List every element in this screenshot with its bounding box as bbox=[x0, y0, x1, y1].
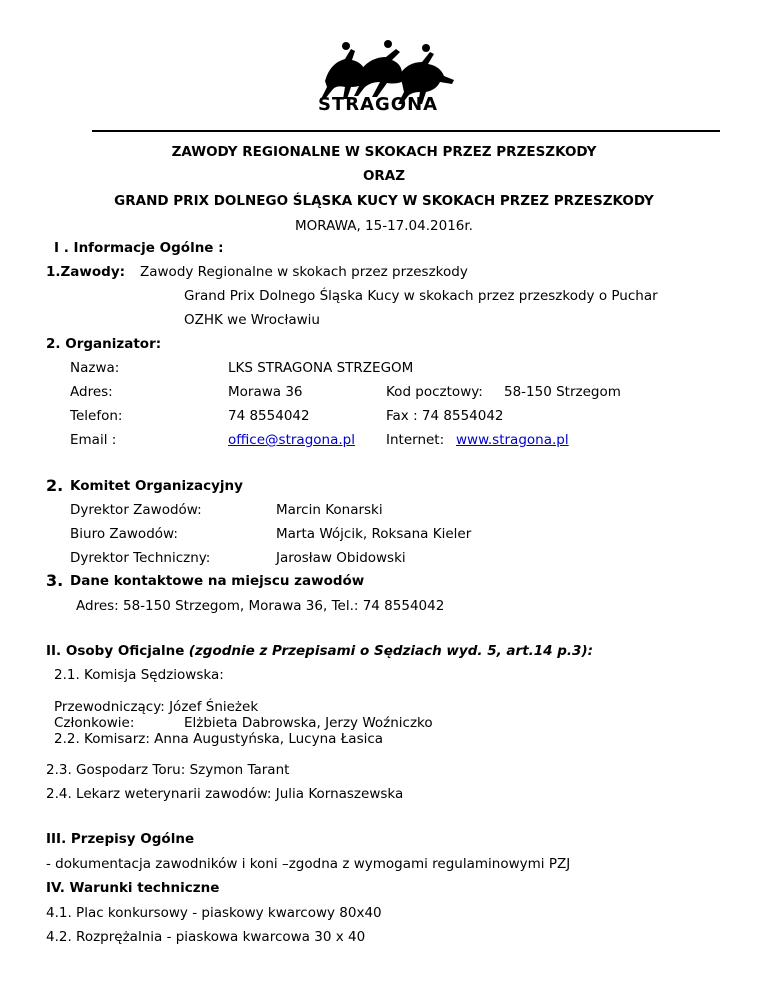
title-line-3: GRAND PRIX DOLNEGO ŚLĄSKA KUCY W SKOKACH PRZEZ PRZESZKODY bbox=[114, 193, 654, 209]
lekarz: 2.4. Lekarz weterynarii zawodów: Julia Kornaszewska bbox=[46, 786, 404, 802]
zawody-line-2: Grand Prix Dolnego Śląska Kucy w skokach przez przeszkody o Puchar bbox=[184, 288, 658, 304]
komisja-heading: 2.1. Komisja Sędziowska: bbox=[54, 667, 224, 683]
czlonkowie-label: Członkowie: bbox=[54, 715, 135, 731]
section-3-line-1: - dokumentacja zawodników i koni –zgodna z wymogami regulaminowymi PZJ bbox=[46, 856, 571, 872]
dyrektor-label: Dyrektor Zawodów: bbox=[70, 502, 202, 518]
telefon-label: Telefon: bbox=[70, 408, 123, 424]
stragona-logo bbox=[300, 36, 470, 116]
fax: Fax : 74 8554042 bbox=[386, 408, 504, 424]
internet-label: Internet: bbox=[386, 432, 445, 448]
komitet-number: 2. bbox=[46, 476, 64, 495]
section-2-heading-row bbox=[46, 643, 593, 659]
zawody-line-3: OZHK we Wrocławiu bbox=[184, 312, 320, 328]
zawody-line-1: Zawody Regionalne w skokach przez przeszkody bbox=[140, 264, 468, 280]
nazwa-value: LKS STRAGONA STRZEGOM bbox=[228, 360, 414, 376]
section-1-heading: I . Informacje Ogólne : bbox=[54, 240, 224, 256]
techniczny-value: Jarosław Obidowski bbox=[276, 550, 406, 566]
organizator-heading: 2. Organizator: bbox=[46, 336, 162, 352]
komitet-heading: Komitet Organizacyjny bbox=[70, 478, 243, 494]
czlonkowie-value: Elżbieta Dabrowska, Jerzy Woźniczko bbox=[184, 715, 433, 731]
section-4-heading: IV. Warunki techniczne bbox=[46, 880, 220, 896]
header-divider bbox=[92, 130, 720, 132]
email-label: Email : bbox=[70, 432, 117, 448]
section-2-note: (zgodnie z Przepisami o Sędziach wyd. 5, art.14 p.3): bbox=[188, 643, 594, 659]
dyrektor-value: Marcin Konarski bbox=[276, 502, 383, 518]
kod-label: Kod pocztowy: bbox=[386, 384, 483, 400]
section-4-line-2: 4.2. Rozprężalnia - piaskowa kwarcowa 30 x 40 bbox=[46, 929, 366, 945]
biuro-label: Biuro Zawodów: bbox=[70, 526, 178, 542]
section-2-heading: II. Osoby Oficjalne bbox=[46, 643, 185, 659]
biuro-value: Marta Wójcik, Roksana Kieler bbox=[276, 526, 472, 542]
kontakt-value: Adres: 58-150 Strzegom, Morawa 36, Tel.: 74 8554042 bbox=[76, 598, 445, 614]
komisarz: 2.2. Komisarz: Anna Augustyńska, Lucyna Łasica bbox=[54, 731, 384, 747]
telefon-value: 74 8554042 bbox=[228, 408, 310, 424]
przewodniczacy: Przewodniczący: Józef Śnieżek bbox=[54, 699, 259, 715]
kontakt-number: 3. bbox=[46, 571, 64, 590]
place-date: MORAWA, 15-17.04.2016r. bbox=[295, 218, 473, 234]
logo-text: STRAGONA bbox=[318, 94, 439, 115]
title-line-2: ORAZ bbox=[362, 168, 406, 184]
section-4-line-1: 4.1. Plac konkursowy - piaskowy kwarcowy 80x40 bbox=[46, 905, 382, 921]
techniczny-label: Dyrektor Techniczny: bbox=[70, 550, 211, 566]
adres-value: Morawa 36 bbox=[228, 384, 303, 400]
email-link[interactable]: office@stragona.pl bbox=[228, 432, 355, 448]
adres-label: Adres: bbox=[70, 384, 113, 400]
kontakt-heading: Dane kontaktowe na miejscu zawodów bbox=[70, 573, 365, 589]
nazwa-label: Nazwa: bbox=[70, 360, 120, 376]
internet-link[interactable]: www.stragona.pl bbox=[456, 432, 569, 448]
kod-value: 58-150 Strzegom bbox=[504, 384, 621, 400]
title-line-1: ZAWODY REGIONALNE W SKOKACH PRZEZ PRZESZKODY bbox=[171, 144, 597, 160]
section-3-heading: III. Przepisy Ogólne bbox=[46, 831, 195, 847]
gospodarz: 2.3. Gospodarz Toru: Szymon Tarant bbox=[46, 762, 290, 778]
zawody-label: 1.Zawody: bbox=[46, 264, 126, 280]
